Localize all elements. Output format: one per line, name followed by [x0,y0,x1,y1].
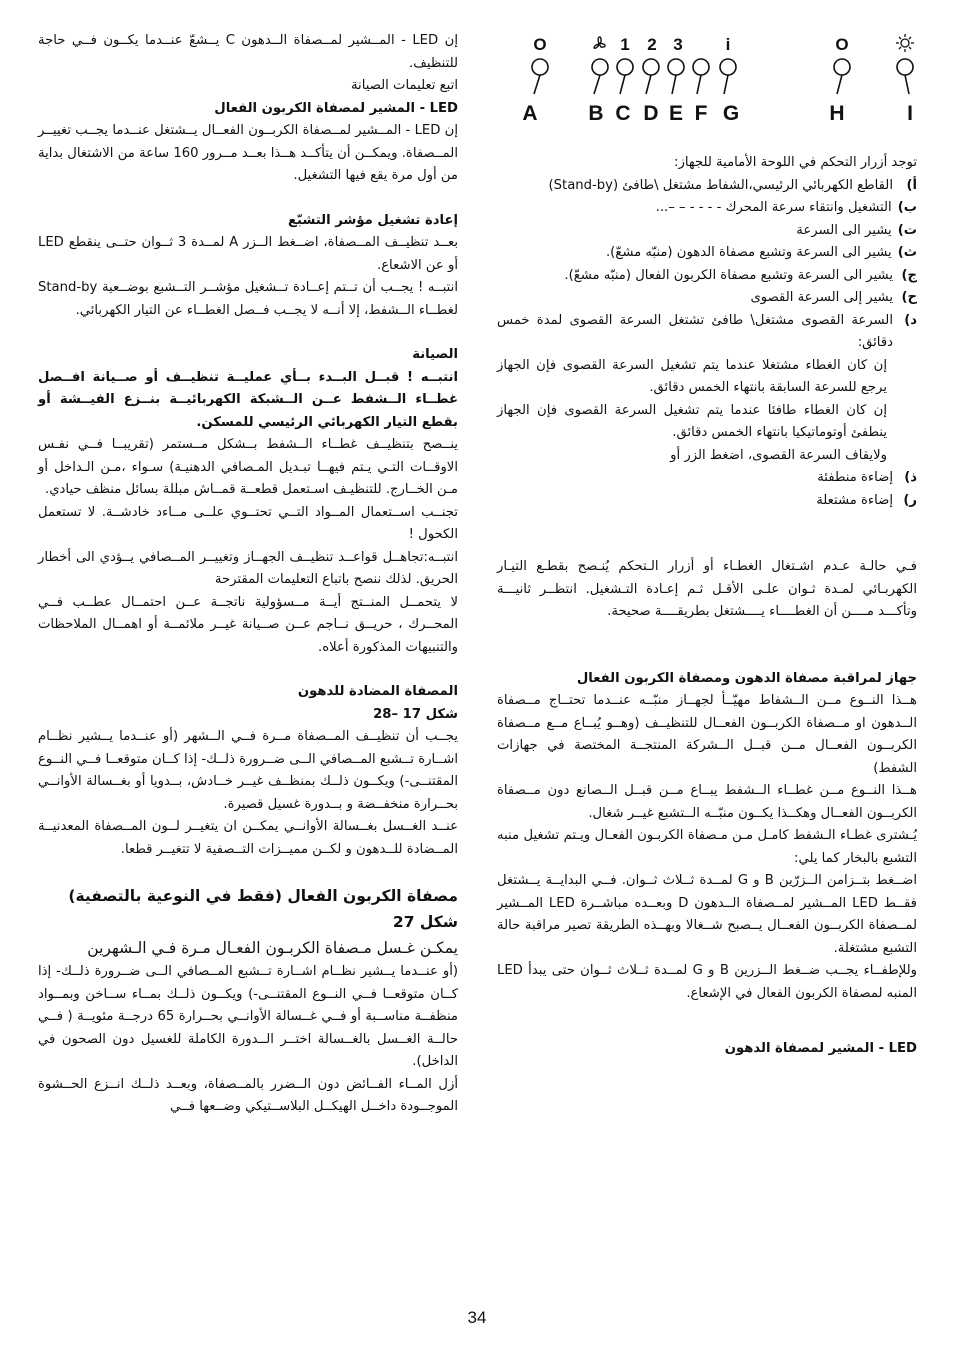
list-item: أ) القاطع الكهربائي الرئيسي،الشفاط مشتغل \طافئ (Stand-by) [548,177,917,193]
letter-f: F [694,102,708,125]
light-on-icon [896,34,914,52]
letter-e: E [668,102,684,125]
monitor-paragraph-5: وللإطفــاء يجــب ضــغط الــزرين B و G لمــدة ثــلاث ثــوان حتى يبدأ LED المنبه لمصفاة الكربون الفعال في الإشعاع. [497,963,917,1001]
led-c-paragraph: إن LED - المــشير لمــصفاة الــدهون C يــشعّ عنــدما يكــون فــي حاجة للتنظيف. [38,33,458,71]
malfunction-paragraph: فـي حالـة عـدم اشـتغال الغطـاء أو أزرار الـتحكم يُنـصح بقطـع التيـار الكهربـائي لمـدة ثـوان علـى الأقـل ثـم إعـادة التـشغيل. انتظــر ثانيـــة وتأكـــد مــــن أن الغطــــاء يــــشتغل بطريقــــة صحيحة. [497,559,917,619]
maintenance-paragraph-2: تجنــب اســتعمال المــواد التــي تحتــوي علــى مــاءد خادشــة. لا تستعمل الكحول ! [38,504,458,542]
letter-c: C [615,102,631,125]
list-item: ج) يشير الى السرعة وتشبع مصفاة الكربون الفعال (منبّه مشعّ). [564,267,917,283]
controls-list [497,175,917,355]
carbon-filter-heading: مصفاة الكربون الفعال (فقط في النوعية بالتصفية) [68,887,458,905]
list-item: ت) يشير الى السرعة [796,222,917,238]
page-number: 34 [467,1308,487,1327]
right-column [497,152,917,1061]
grease-paragraph-1: يجــب أن تنظيــف المــصفاة مــرة فــي الــشهر (أو عنــدما يــشير نظــام اشــارة تــشبع المــصافي الــى ضــرورة ذلــك- إذا كــان متوقعــا فــي النــوع المقتنــى-) ويكــون ذلــك بمنظــف غيــر خــادش، بــدويا أو بغــسالة الأوانــي بحــرارة منخفــضة و بــدورة غسيل قصيرة. [38,729,458,812]
control-panel-diagram [512,30,922,130]
maintenance-paragraph-3: انتبــه:تجاهــل قواعــد تنظيــف الجهــاز وتغييــر المــصافي يــؤدي الى أخطار الحريق. لذلك ننصح باتباع التعليمات المقترحة [38,549,458,587]
carbon-paragraph-2: (أو عنــدما يــشير نظــام اشــارة تــشبع المــصافي الــى ضــرورة ذلــك- إذا كــان متوقعــا فــي النــوع المقتنــى-) ويكــون ذلــك بمــاء ســاخن وبمــواد منظفــة مناســبة أو فــي غــسالة الأوانــي بحــرارة 65 درجــة مئويــة ( فــي حالــة الغــسل بالغــسالة اختــر الــدورة الكاملة للغسيل دون الصحون في الداخل). [38,964,458,1069]
maintenance-paragraph-4: لا يتحمــل المنــتج أيــة مــسؤولية ناتجــة عــن احتمــال عطــب فــي المحــرك ، حريــق نــاجم عــن صــيانة غيــر ملائمــة أو اهمــال الملاحظات والتنبيهات المذكورة أعلاه. [38,594,458,655]
button-c [617,59,633,94]
intensive-stop-note: ولايقاف السرعة القصوى، اضغط الزر أو [670,447,887,463]
led-carbon-heading: LED - المشير لمصفاة الكربون الفعال [214,100,458,116]
grease-filter-figure: شكل 17 –28 [373,706,458,722]
symbol-light-off: O [835,35,849,54]
letter-a: A [522,102,538,125]
letter-b: B [588,102,604,125]
intensive-on-note: إن كان الغطاء مشتغلا عندما يتم تشغيل السرعة القصوى فإن الجهاز يرجع للسرعة السابقة بانتهاء الخمس دقائق. [497,357,887,395]
button-d [643,59,659,94]
list-item: ذ) إضاءة منطفئة [817,470,917,485]
list-item: ث) يشير الى السرعة وتشبع مصفاة الدهون (منبّه مشعّ). [605,245,917,260]
button-e [668,59,684,94]
reset-heading: إعادة تشغيل مؤشر التشبّع [287,212,458,228]
fan-icon [594,37,605,48]
reset-paragraph: بعــد تنظيــف المــصفاة، اضــغط الــزر A لمــدة 3 ثــوان حتــى ينقطع LED أو عن الاشعاع. [38,235,458,273]
intensive-off-note: إن كان الغطاء طافئا عندما يتم تشغيل السرعة القصوى فإن الجهاز ينطفئ أوتوماتيكيا بانتهاء الخمس دقائق. [497,402,887,440]
light-list [497,467,917,512]
symbol-off-a: O [533,35,547,54]
controls-intro: توجد أزرار التحكم في اللوحة الأمامية للجهاز: [674,155,917,170]
symbol-speed-3: 3 [673,35,683,54]
button-g [720,59,736,94]
list-item: ر) إضاءة مشتعلة [816,492,917,508]
letter-i: I [907,102,913,125]
follow-maintenance: اتبع تعليمات الصيانة [350,78,458,93]
maintenance-paragraph-1: ينــصح بتنظيــف غطــاء الــشفط بــشكل مــستمر (تقريبــا فــي نفـس الاوقــات التـي يـتم فيهــا تبـديل المـصافي الدهنيـة) سـواء ،مـن الـداخل أو مـن الخــارج. للتنظيـف اسـتعمل قطعــة قمــاش مبللة بسائل منظف حيادي. [38,437,458,497]
list-item: ب) التشغيل وانتقاء سرعة المحرك - - - - – –... [655,200,917,215]
carbon-paragraph-1: يمكـن غـسل مـصفاة الكربـون الفعـال مـرة فـي الـشهرين [87,939,458,957]
button-a [532,59,548,94]
letter-h: H [829,102,845,125]
carbon-paragraph-3: أزل المــاء الفــائض دون الــضرر بالمــصفاة، وبعــد ذلــك انــزع الحــشوة الموجــودة داخــل الهيكــل البلاســتيكي وضــعها فــي [38,1076,458,1114]
symbol-speed-1: 1 [620,35,630,54]
symbol-intensive: i [725,35,731,54]
reset-warning: انتبــه ! يجــب أن تــتم إعــادة تــشغيل مؤشــر التــشبع بوضــعية Stand-by لغطــاء الــشفط، إلا أنــه لا يجــب فــصل الغطــاء عن التيار الكهربائي. [38,280,458,318]
led-grease-heading: LED - المشير لمصفاة الدهون [724,1041,917,1056]
list-item: د) السرعة القصوى مشتغل\ طافئ تشتغل السرعة القصوى لمدة خمس دقائق: [497,312,917,350]
monitor-paragraph-1: هــذا النــوع مــن الــشفاط مهيّــأ لجهــاز منبّــه عنــدما تحتــاج مــصفاة الــدهون او مــصفاة الكربــون الفعــال للتنظيــف (وهــو يُبــاع مــع مــصفاة الكربــون الفعــال مــن قبــل الــشركة المنتجــة المختصة في جهازات الشفط) [497,693,917,776]
monitor-paragraph-2: هــذا النــوع مــن غطــاء الــشفط يبــاع مــن قبــل الــصانع دون مــصفاة الكربــون الفعــال وهكــذا يكــون منبّــه الــتشبع غيــر شغال. [497,783,917,821]
letter-d: D [643,102,659,125]
intensive-subtext [497,355,917,468]
control-panel-svg [512,30,922,130]
list-item: ح) يشير إلى السرعة القصوى [750,290,917,305]
monitor-paragraph-3: يُـشترى غطـاء الـشفط كامـل مـن مـصفاة الكربـون الفعـال ويـتم تشغيل منبه التشبع بالبخار كما يلي: [497,828,917,866]
maintenance-warning: انتبــه ! قبــل البــدء بــأي عمليــة تنظيــف أو صــيانة افــصل غطــاء الــشفط عــن الــشبكة الكهربائيــة بنــزع الفيــشة أو بقطع التيار الكهربائي الرئيسي للمسكن. [38,369,458,430]
grease-paragraph-2: عنــد الغــسل بغــسالة الأوانــي يمكــن ان يتغيــر لــون المــصفاة المعدنيــة المــضادة للــدهون و لكــن مميــزات التــصفية لا تتغيــر قطعا. [38,819,458,857]
button-f [693,59,709,94]
symbol-speed-2: 2 [647,35,657,54]
carbon-filter-figure: شكل 27 [392,913,458,931]
letter-g: G [722,102,740,125]
button-h [834,59,850,94]
button-b [592,59,608,94]
monitor-paragraph-4: اضــغط بتــزامن الــزرّين B و G لمــدة ثــلاث ثــوان. فــي البدايــة يــشتغل فقــط LED المــشير لمــصفاة الــدهون D وبعــده مباشــرة LED المــشير لمــصفاة الكربــون الفعــال يــصبح شــغالا وبهــذه الطريقة تصير مراقبة حالة التشبع مشتغلة. [497,873,917,956]
monitor-heading: جهاز لمراقبة مصفاة الدهون ومصفاة الكربون الفعال [576,670,917,686]
button-i [897,59,913,94]
maintenance-heading: الصيانة [412,347,458,362]
grease-filter-heading: المصفاة المضادة للدهون [297,684,458,699]
led-carbon-paragraph: إن LED - المــشير لمــصفاة الكربــون الفعــال يــشتغل عنــدما يجــب تغييــر المــصفاة. ويمكــن أن يتأكــد هــذا بعــد مــرور 160 ساعة من الاشتغال بداية من أول مرة يقع فيها التشغيل. [38,123,459,183]
left-column [38,30,458,1119]
